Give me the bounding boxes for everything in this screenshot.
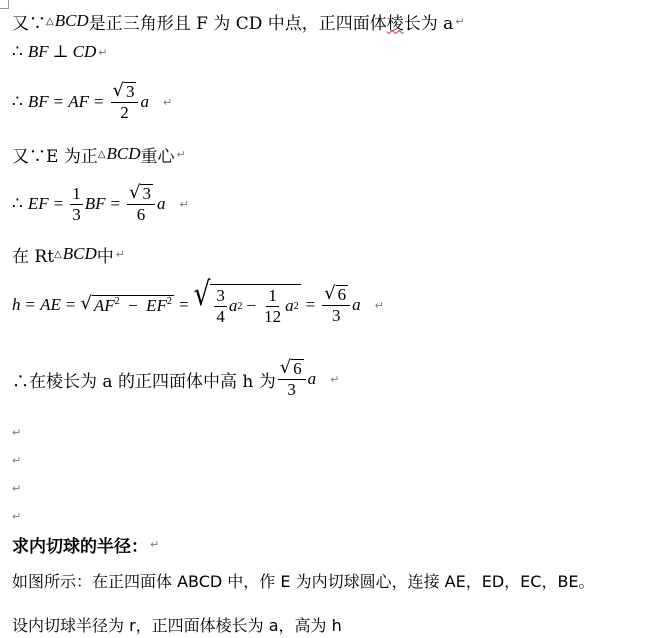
triangle-name: BCD	[62, 244, 97, 263]
denominator: 3	[331, 306, 341, 326]
triangle-symbol: △	[97, 148, 106, 160]
segment-bf: BF	[27, 42, 49, 61]
variable-a: a	[156, 194, 166, 213]
equals-sign: =	[179, 295, 189, 314]
equals-sign: =	[65, 295, 76, 314]
line-height-conclusion	[12, 352, 339, 406]
paragraph-mark: ↵	[179, 197, 189, 211]
sqrt-af2-minus-ef2: √ $AF^2 - EF^2$	[80, 292, 172, 315]
denominator: 6	[136, 205, 146, 225]
line-bf-equals	[12, 74, 172, 130]
therefore-symbol: ∴	[12, 42, 23, 61]
denominator: 4	[216, 307, 225, 326]
paragraph-mark: ↵	[176, 147, 186, 161]
numerator: 1	[268, 286, 277, 306]
equals-sign: =	[110, 194, 121, 213]
paragraph-mark: ↵	[455, 14, 465, 28]
segment-ae: AE	[40, 295, 61, 314]
perpendicular-symbol: ⊥	[52, 42, 69, 61]
triangle-name: BCD	[54, 11, 89, 30]
empty-paragraph	[12, 424, 21, 440]
denominator: 3	[72, 204, 81, 224]
exponent: 2	[237, 300, 243, 312]
minus-sign: −	[128, 295, 138, 315]
paragraph-mark: ↵	[150, 537, 160, 551]
exponent: 2	[114, 295, 120, 307]
equals-sign: =	[93, 92, 104, 111]
body-text: 设内切球半径为 r，正四面体棱长为 a，高为 h	[12, 615, 342, 635]
heading-text: 求内切球的半径：	[12, 536, 148, 557]
therefore-symbol: ∴	[12, 92, 23, 111]
body-text: 如图所示：在正四面体 ABCD 中，作 E 为内切球圆心，连接 AE，ED，EC，BE。	[12, 571, 595, 591]
line-triangle-statement	[12, 6, 465, 36]
empty-paragraph	[12, 508, 21, 524]
variable-a: a	[140, 92, 149, 111]
in-suffix: 中	[96, 246, 114, 267]
denominator: 12	[264, 307, 282, 326]
paragraph-mark: ↵	[12, 481, 22, 495]
triangle-symbol: △	[54, 248, 62, 260]
conclusion-text: ∴在棱长为 a 的正四面体中高 h 为	[12, 371, 276, 392]
sqrt-fraction-expression: √ $\frac{3}{4}$ a 2 − $\frac{1}{12}$ a 2	[193, 276, 299, 326]
paragraph-mark: ↵	[12, 509, 22, 523]
variable-h: h	[12, 295, 21, 314]
fraction-3-over-4	[214, 287, 227, 326]
minus-sign: −	[246, 296, 257, 316]
paragraph-mark: ↵	[115, 247, 125, 261]
numerator: 6	[293, 358, 302, 378]
segment-af: AF	[93, 295, 115, 315]
fraction-sqrt3-over-2: √ 3 2	[111, 82, 139, 123]
segment-ef: EF	[146, 295, 167, 315]
numerator: 3	[125, 81, 135, 101]
therefore-symbol: ∴	[12, 194, 23, 213]
because-prefix: 又∵	[12, 13, 46, 34]
variable-a: a	[352, 295, 361, 314]
line-height-formula	[12, 276, 384, 334]
fraction-1-over-3	[70, 185, 83, 224]
empty-paragraph	[12, 480, 21, 496]
paragraph-mark: ↵	[12, 425, 22, 439]
equals-sign: =	[53, 92, 64, 111]
numerator: 3	[142, 183, 151, 203]
paragraph-mark: ↵	[162, 95, 173, 109]
paragraph-mark: ↵	[98, 45, 108, 59]
exponent: 2	[293, 300, 299, 312]
body-paragraph-cut	[12, 610, 342, 638]
section-heading	[12, 530, 159, 558]
paragraph-mark: ↵	[330, 372, 340, 386]
fraction-sqrt6-over-3: √ 6 3	[322, 285, 350, 326]
segment-ef: EF	[27, 194, 49, 213]
empty-paragraph	[12, 452, 21, 468]
exponent: 2	[166, 295, 172, 307]
equals-sign: =	[25, 295, 36, 314]
page-corner-mark	[0, 0, 9, 9]
segment-af: AF	[68, 92, 89, 111]
line-ef-equals	[12, 176, 189, 232]
fraction-1-over-12	[262, 287, 283, 326]
variable-a: a	[285, 296, 294, 316]
triangle-name: BCD	[106, 144, 141, 163]
statement-text: 是正三角形且 F 为 CD 中点，正四面体	[88, 13, 387, 34]
fraction-sqrt3-over-6: √ 3 6	[127, 184, 155, 225]
segment-bf: BF	[84, 194, 106, 213]
numerator: 1	[72, 183, 81, 203]
equals-sign: =	[53, 194, 64, 213]
variable-a: a	[307, 369, 317, 388]
paragraph-mark: ↵	[374, 298, 384, 312]
because-prefix: 又∵E 为正	[12, 146, 98, 167]
body-paragraph	[12, 566, 595, 594]
numerator: 6	[337, 284, 347, 304]
fraction-sqrt6-over-3: √ 6 3	[278, 359, 306, 400]
centroid-text: 重心	[140, 146, 175, 167]
denominator: 3	[287, 380, 296, 400]
denominator: 2	[120, 103, 129, 123]
line-right-triangle	[12, 240, 125, 268]
line-centroid-statement	[12, 140, 186, 168]
segment-bf: BF	[27, 92, 49, 111]
paragraph-mark: ↵	[12, 453, 22, 467]
numerator: 3	[216, 286, 225, 306]
variable-a: a	[228, 296, 238, 316]
line-bf-perp-cd	[12, 38, 107, 66]
segment-cd: CD	[72, 42, 97, 61]
spellcheck-underlined-word: 棱	[386, 13, 404, 34]
triangle-symbol: △	[46, 15, 54, 27]
statement-text-end: 长为 a	[403, 13, 454, 34]
equals-sign: =	[305, 295, 316, 314]
in-rt-prefix: 在 Rt	[12, 246, 55, 267]
